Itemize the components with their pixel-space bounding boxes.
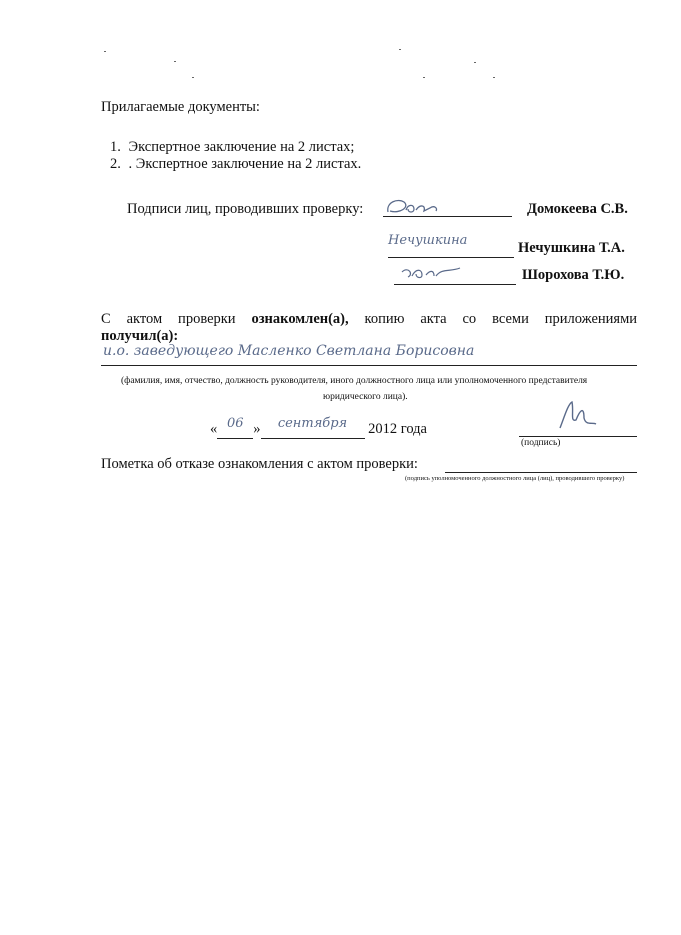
attachment-number: 1. xyxy=(110,139,121,155)
scan-speck xyxy=(174,61,176,62)
attachment-item-1 xyxy=(110,139,354,156)
signature-line xyxy=(519,436,637,437)
refusal-label: Пометка об отказе ознакомления с актом проверки: xyxy=(101,456,418,472)
handwritten-signature-1 xyxy=(384,196,444,218)
date-month: сентября xyxy=(261,421,365,439)
date-close-quote: » xyxy=(253,421,261,437)
scan-speck xyxy=(192,77,194,78)
inspectors-signatures-label: Подписи лиц, проводивших проверку: xyxy=(127,201,364,217)
acknowledgement-received: получил(а): xyxy=(101,328,179,344)
scan-speck xyxy=(399,49,401,50)
scan-speck xyxy=(474,62,476,63)
scan-speck xyxy=(423,77,425,78)
attachment-number: 2. xyxy=(110,156,121,172)
scan-speck xyxy=(493,77,495,78)
scan-speck xyxy=(104,51,106,52)
attachment-item-2 xyxy=(110,156,361,173)
signature-caption: (подпись) xyxy=(521,438,561,448)
attachments-heading: Прилагаемые документы: xyxy=(101,99,260,115)
handwritten-signature-recipient xyxy=(556,398,600,432)
acknowledgement-text: С актом проверки ознакомлен(а), копию акта со всеми приложениями xyxy=(101,311,638,327)
recipient-caption-1: (фамилия, имя, отчество, должность руководителя, иного должностного лица или уполномоченного представителя xyxy=(121,376,588,386)
recipient-line xyxy=(101,365,637,366)
attachment-text: . Экспертное заключение на 2 листах. xyxy=(128,156,362,172)
date-field xyxy=(210,416,427,439)
inspector-name-1: Домокеева С.В. xyxy=(527,201,628,217)
date-open-quote: « xyxy=(210,421,218,437)
handwritten-signature-3 xyxy=(398,262,468,282)
recipient-caption-2: юридического лица). xyxy=(323,392,408,402)
refusal-line xyxy=(445,472,637,473)
date-day: 06 xyxy=(217,421,253,439)
handwritten-recipient: и.о. заведующего Масленко Светлана Борисовна xyxy=(103,343,475,359)
date-year: 2012 года xyxy=(368,421,427,437)
handwritten-signature-2: Нечушкина xyxy=(388,233,468,248)
attachment-text: Экспертное заключение на 2 листах; xyxy=(128,139,355,155)
signature-line xyxy=(394,284,516,285)
inspector-name-2: Нечушкина Т.А. xyxy=(518,240,625,256)
inspector-name-3: Шорохова Т.Ю. xyxy=(522,267,625,283)
signature-line xyxy=(388,257,514,258)
refusal-caption: (подпись уполномоченного должностного лица (лиц), проводившего проверку) xyxy=(405,475,625,482)
